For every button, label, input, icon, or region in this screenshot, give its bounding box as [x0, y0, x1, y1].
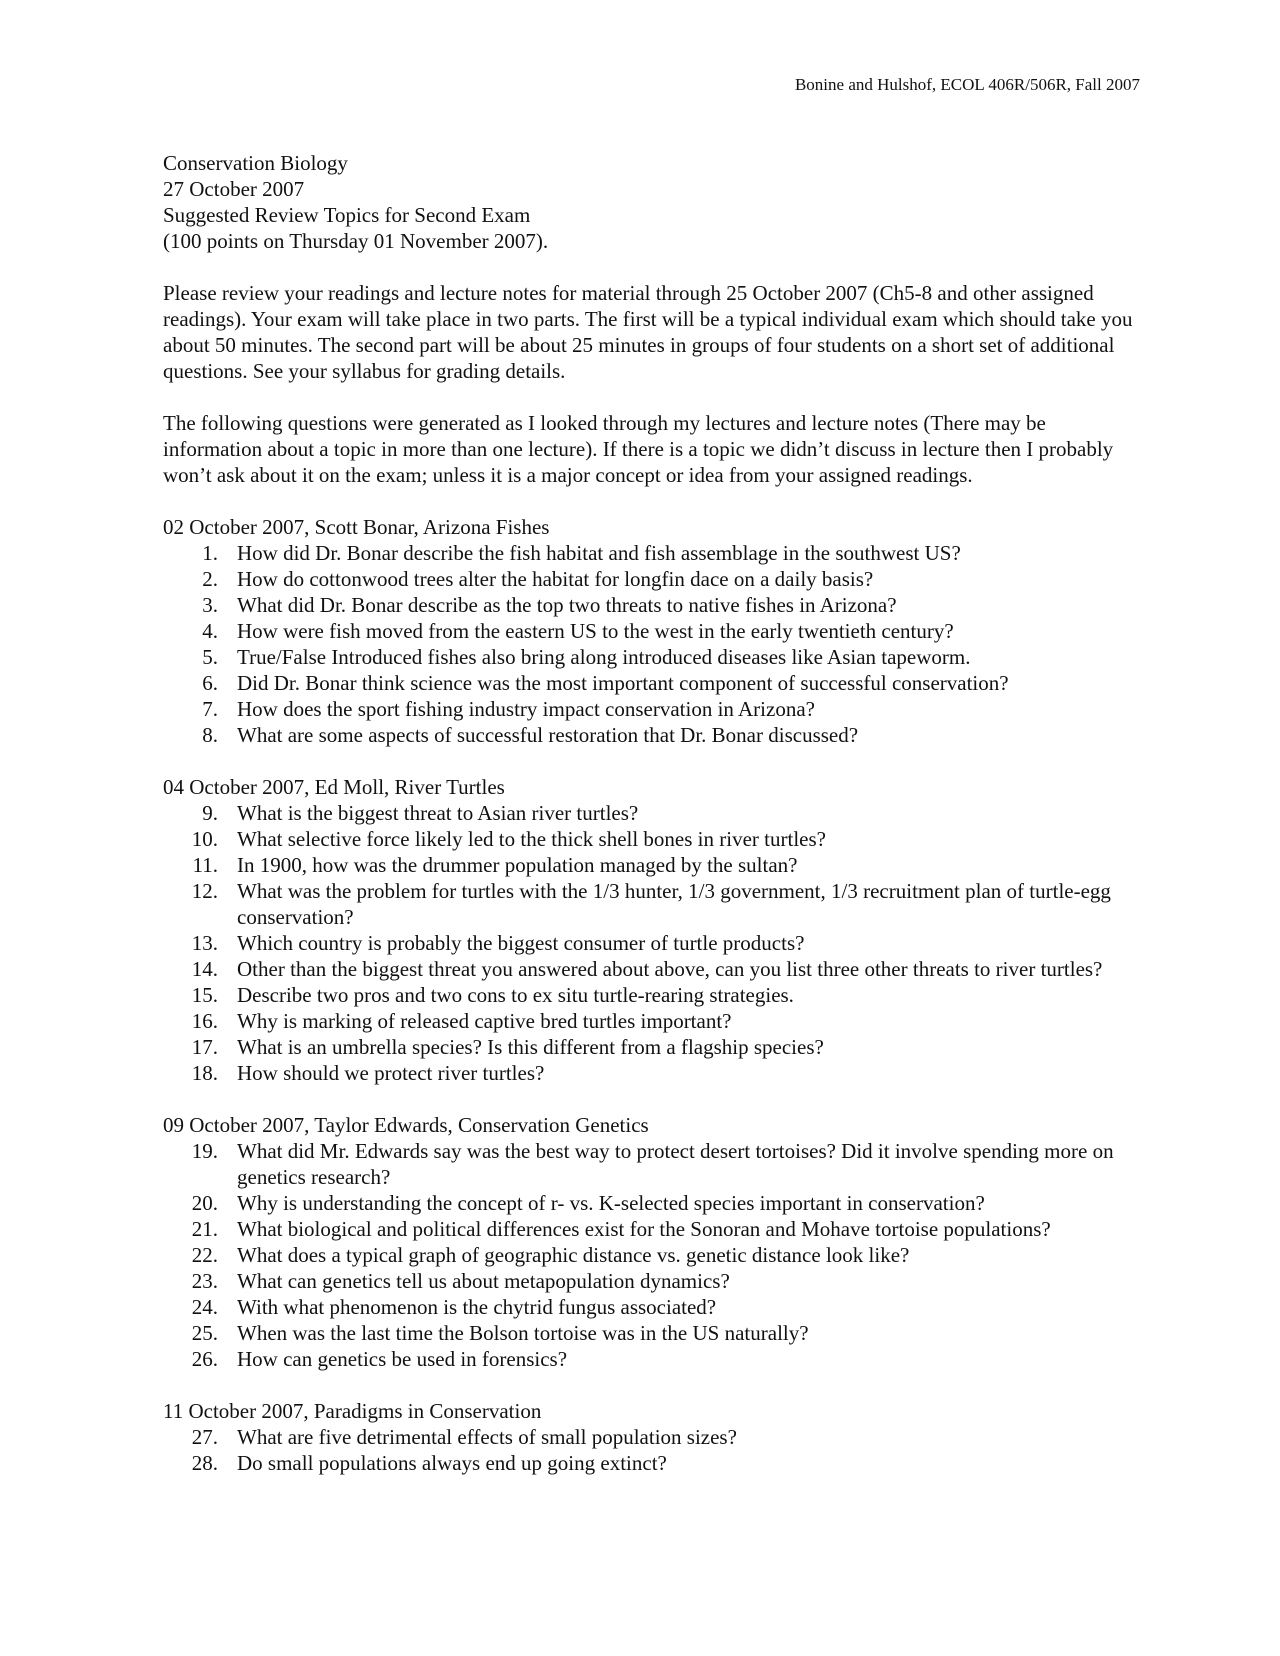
exam-points: (100 points on Thursday 01 November 2007).: [163, 229, 549, 253]
course-title: Conservation Biology: [163, 151, 348, 175]
question-item: 25. When was the last time the Bolson tortoise was in the US naturally?: [191, 1321, 809, 1345]
question-item: 5. True/False Introduced fishes also bring along introduced diseases like Asian tapeworm.: [202, 645, 971, 669]
section-title: 11 October 2007, Paradigms in Conservation: [163, 1399, 542, 1423]
section-river-turtles: [163, 774, 1148, 1086]
question-item: 19. What did Mr. Edwards say was the best way to protect desert tortoises? Did it involve spending more on genetics research?: [191, 1139, 1114, 1189]
question-item: 8. What are some aspects of successful restoration that Dr. Bonar discussed?: [202, 723, 859, 747]
question-item: 13. Which country is probably the biggest consumer of turtle products?: [191, 931, 805, 955]
document-subject: Suggested Review Topics for Second Exam: [163, 203, 531, 227]
question-list: [163, 800, 1148, 1086]
document-body: [163, 150, 1148, 1476]
question-item: 28. Do small populations always end up going extinct?: [191, 1451, 667, 1475]
section-title: 02 October 2007, Scott Bonar, Arizona Fishes: [163, 515, 550, 539]
question-item: 23. What can genetics tell us about metapopulation dynamics?: [191, 1269, 730, 1293]
question-item: 4. How were fish moved from the eastern US to the west in the early twentieth century?: [202, 619, 954, 643]
section-title: 04 October 2007, Ed Moll, River Turtles: [163, 775, 505, 799]
document-date: 27 October 2007: [163, 177, 305, 201]
question-item: 9. What is the biggest threat to Asian river turtles?: [202, 801, 639, 825]
question-item: 1. How did Dr. Bonar describe the fish habitat and fish assemblage in the southwest US?: [202, 541, 961, 565]
question-item: 10. What selective force likely led to the thick shell bones in river turtles?: [191, 827, 826, 851]
question-item: 24. With what phenomenon is the chytrid fungus associated?: [191, 1295, 717, 1319]
question-item: 18. How should we protect river turtles?: [191, 1061, 545, 1085]
title-block: [163, 150, 1148, 254]
section-paradigms-in-conservation: [163, 1398, 1148, 1476]
question-item: 26. How can genetics be used in forensics?: [191, 1347, 568, 1371]
question-item: 11. In 1900, how was the drummer population managed by the sultan?: [192, 853, 798, 877]
question-list: [163, 1424, 1148, 1476]
intro-paragraph-2: The following questions were generated as I looked through my lectures and lecture notes (There may be information about a topic in more than one lecture). If there is a topic we didn’t discuss in lecture then I probably won’t ask about it on the exam; unless it is a major concept or idea from your assigned readings.: [163, 411, 1114, 487]
question-item: 14. Other than the biggest threat you answered about above, can you list three other threats to river turtles?: [191, 957, 1103, 981]
question-item: 6. Did Dr. Bonar think science was the most important component of successful conservation?: [202, 671, 1009, 695]
section-arizona-fishes: [163, 514, 1148, 748]
question-item: 7. How does the sport fishing industry impact conservation in Arizona?: [202, 697, 815, 721]
question-item: 2. How do cottonwood trees alter the habitat for longfin dace on a daily basis?: [202, 567, 874, 591]
question-list: [163, 1138, 1148, 1372]
intro-paragraph-1: Please review your readings and lecture notes for material through 25 October 2007 (Ch5-8 and other assigned readings). Your exam will take place in two parts. The first will be a typical individual exam which should take you about 50 minutes. The second part will be about 25 minutes in groups of four students on a short set of additional questions. See your syllabus for grading details.: [163, 281, 1133, 383]
section-title: 09 October 2007, Taylor Edwards, Conservation Genetics: [163, 1113, 649, 1137]
question-item: 16. Why is marking of released captive bred turtles important?: [191, 1009, 732, 1033]
question-list: [163, 540, 1148, 748]
question-item: 27. What are five detrimental effects of small population sizes?: [191, 1425, 737, 1449]
question-item: 3. What did Dr. Bonar describe as the top two threats to native fishes in Arizona?: [202, 593, 897, 617]
question-item: 20. Why is understanding the concept of r- vs. K-selected species important in conservation?: [191, 1191, 985, 1215]
running-header: Bonine and Hulshof, ECOL 406R/506R, Fall 2007: [794, 75, 1140, 94]
question-item: 12. What was the problem for turtles with the 1/3 hunter, 1/3 government, 1/3 recruitment plan of turtle-egg conservation?: [191, 879, 1111, 929]
question-item: 21. What biological and political differences exist for the Sonoran and Mohave tortoise populations?: [191, 1217, 1051, 1241]
section-conservation-genetics: [163, 1112, 1148, 1372]
question-item: 15. Describe two pros and two cons to ex situ turtle-rearing strategies.: [191, 983, 794, 1007]
question-item: 22. What does a typical graph of geographic distance vs. genetic distance look like?: [191, 1243, 910, 1267]
question-item: 17. What is an umbrella species? Is this different from a flagship species?: [191, 1035, 824, 1059]
